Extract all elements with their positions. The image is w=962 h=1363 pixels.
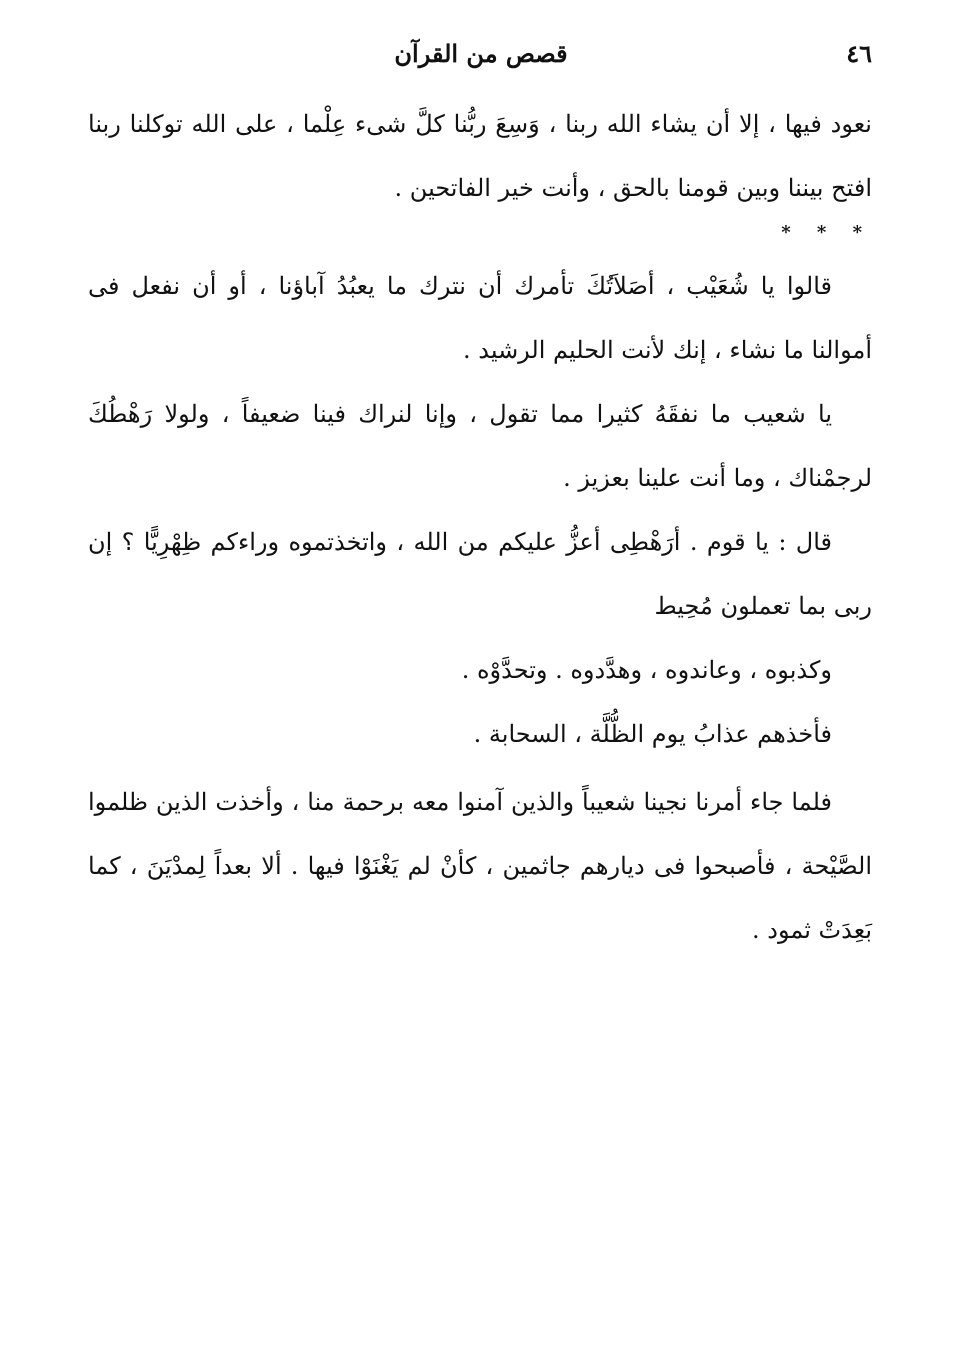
line-6: فأخذهم عذابُ يوم الظُّلَّة ، السحابة .: [473, 720, 832, 748]
page-header: [90, 34, 872, 74]
paragraph-1: نعود فيها ، إلا أن يشاء الله ربنا ، وَسِعَ ربُّنا كلَّ شىء عِلْما ، على الله توكلنا ربنا افتح بيننا وبين قومنا بالحق ، وأنت خير الفاتحين .: [88, 110, 872, 202]
line-5: وكذبوه ، وعاندوه ، وهدَّدوه . وتحدَّوْه .: [461, 656, 832, 684]
running-title: قصص من القرآن: [394, 39, 568, 68]
paragraph-7: فلما جاء أمرنا نجينا شعيباً والذين آمنوا معه برحمة منا ، وأخذت الذين ظلموا الصَّيْحة ، فأصبحوا فى ديارهم جاثمين ، كأنْ لم يَغْنَوْا فيها . ألا بعداً لِمدْيَنَ ، كما بَعِدَتْ ثمود .: [88, 788, 872, 944]
paragraph-3: يا شعيب ما نفقَهُ كثيرا مما تقول ، وإنا لنراك فينا ضعيفاً ، ولولا رَهْطُكَ لرجمْناك ، وما أنت علينا بعزيز .: [88, 400, 872, 492]
paragraph-4: قال : يا قوم . أرَهْطِى أعزُّ عليكم من الله ، واتخذتموه وراءكم ظِهْرِيًّا ؟ إن ربى بما تعملون مُحِيط: [88, 528, 872, 620]
paragraph-2: قالوا يا شُعَيْب ، أصَلاَتُكَ تأمرك أن نترك ما يعبُدُ آباؤنا ، أو أن نفعل فى أموالنا ما نشاء ، إنك لأنت الحليم الرشيد .: [88, 272, 872, 364]
page-number: ٤٦: [846, 39, 872, 68]
body-text: [88, 92, 872, 962]
section-separator: * * *: [781, 222, 872, 243]
